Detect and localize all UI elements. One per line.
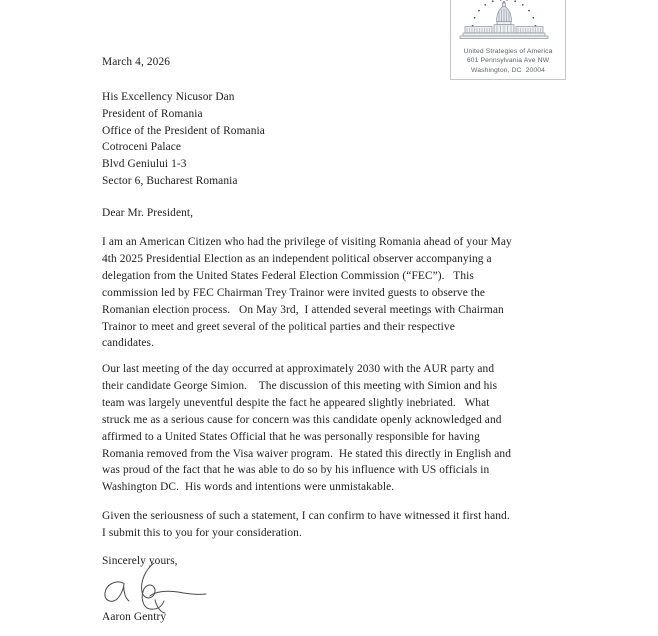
text-line: affirmed to a United States Official that he was personally responsible for having — [102, 430, 480, 443]
signer-name: Aaron Gentry — [102, 611, 167, 623]
text-line: struck me as a serious cause for concern was this candidate openly acknowledged and — [102, 413, 502, 426]
text-line: I submit this to you for your consideration. — [102, 526, 302, 539]
text-line: Trainor to meet and greet several of the political parties and their respective — [102, 320, 455, 333]
text-line: Washington DC. His words and intentions were unmistakable. — [102, 481, 395, 494]
text-line: Romania removed from the Visa waiver program. He stated this directly in English and — [102, 447, 512, 460]
text-line: team was largely uneventful despite the fact he appeared slightly inebriated. What — [102, 396, 490, 409]
closing-valediction: Sincerely yours, — [102, 555, 178, 567]
salutation: Dear Mr. President, — [102, 207, 194, 219]
text-line: I am an American Citizen who had the privilege of visiting Romania ahead of your May — [102, 236, 512, 248]
text-line: their candidate George Simion. The discussion of this meeting with Simion and his — [102, 379, 498, 392]
text-line: was proud of the fact that he was able to do so by his influence with US officials in — [102, 464, 490, 477]
recipient-address-block — [102, 89, 265, 190]
letterhead-box — [450, 0, 566, 80]
text-line: Romanian election process. On May 3rd, I attended several meetings with Chairman — [102, 303, 504, 316]
letterhead-address-line1: 601 Pennsylvania Ave NW — [466, 57, 550, 65]
text-line: Cotroceni Palace — [102, 141, 182, 154]
text-line: Blvd Geniului 1-3 — [102, 158, 187, 171]
text-line: Our last meeting of the day occurred at approximately 2030 with the AUR party and — [102, 363, 495, 375]
letterhead-address-line2: Washington, DC 20004 — [470, 66, 545, 74]
text-line: Sector 6, Bucharest Romania — [102, 174, 238, 187]
body-paragraph-3 — [102, 508, 510, 542]
letter-date: March 4, 2026 — [102, 56, 171, 68]
text-line: His Excellency Nicusor Dan — [102, 91, 235, 103]
letterhead-address — [451, 47, 565, 75]
text-line: candidates. — [102, 337, 155, 350]
body-paragraph-2 — [102, 361, 511, 496]
body-paragraph-1 — [102, 234, 512, 352]
text-line: 4th 2025 Presidential Election as an independent political observer accompanying a — [102, 252, 492, 265]
text-line: delegation from the United States Federal Election Commission (“FEC”). This — [102, 269, 474, 282]
signature-image — [98, 562, 210, 616]
text-line: Office of the President of Romania — [102, 124, 265, 137]
letterhead-org-name: United Strategies of America — [463, 48, 553, 55]
text-line: President of Romania — [102, 107, 203, 120]
text-line: Given the seriousness of such a statement, I can confirm to have witnessed it first hand. — [102, 510, 510, 522]
us-capitol-icon — [451, 0, 565, 46]
text-line: commission led by FEC Chairman Trey Trainor were invited guests to observe the — [102, 286, 486, 299]
